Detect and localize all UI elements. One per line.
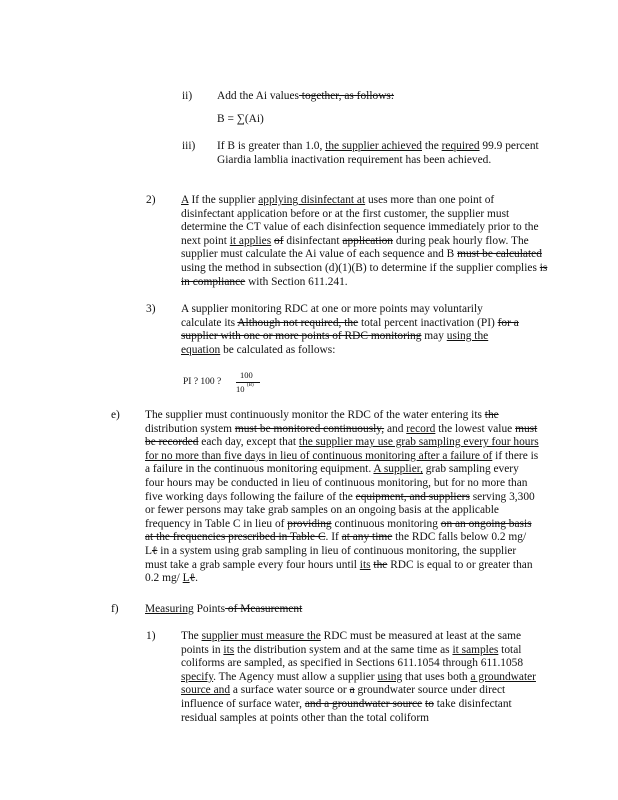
pi-equation-exponent: (B) <box>247 383 254 388</box>
item-label-ii: ii) <box>182 90 193 102</box>
item-2-text: A If the supplier applying disinfectant at uses more than one point of disinfectant application before or at the first customer, the supplier must determine the CT value of each disinfection sequence immediately prior to the next point it applies of disinfectant application during peak hourly flow. The supplier must calculate the Ai value of each sequence and B must be calculated using the method in subsection (d)(1)(B) to determine if the supplier complies is in compliance with Section 611.241. <box>181 194 548 288</box>
item-label-f: f) <box>111 603 119 615</box>
item-label-iii: iii) <box>182 140 196 152</box>
item-f1-text: The supplier must measure the RDC must be measured at least at the same points in its the distribution system and at the same time as it samples total coliforms are sampled, as specified in Sections 611.1054 through 611.1058 specify. The Agency must allow a supplier using that uses both a groundwater source and a surface water source or a groundwater source under direct influence of surface water, and a groundwater source to take disinfectant residual samples at points other than the total coliform <box>181 630 536 724</box>
pi-equation-left: PI ? 100 ? <box>183 377 222 387</box>
pi-equation-denominator: 10 <box>236 384 245 394</box>
item-label-e: e) <box>111 409 120 421</box>
item-label-f1: 1) <box>146 630 156 642</box>
pi-equation-numerator: 100 <box>240 370 253 380</box>
item-label-2: 2) <box>146 194 156 206</box>
item-e-text: The supplier must continuously monitor the RDC of the water entering its the distribution system must be monitored continuously, and record the lowest value must be recorded each day, except that the supplier may use grab sampling every four hours for no more than five days in lieu of continuous monitoring after a failure of if there is a failure in the continuous monitoring equipment. A supplier, grab sampling every four hours may be conducted in lieu of continuous monitoring, but for no more than five working days following the failure of the equipment, and suppliers serving 3,300 or fewer persons may take grab samples on an ongoing basis at the applicable frequency in Table C in lieu of providing continuous monitoring on an ongoing basis at the frequencies prescribed in Table C. If at any time the RDC falls below 0.2 mg/ Lℓ in a system using grab sampling in lieu of continuous monitoring, the supplier must take a grab sample every four hours until its the RDC is equal to or greater than 0.2 mg/ Lℓ. <box>145 409 539 585</box>
section-heading-measuring-points: Measuring Points of Measurement <box>145 603 303 615</box>
item-iii-text: If B is greater than 1.0, the supplier achieved the required 99.9 percent Giardia lamblia inactivation requirement has been achieved. <box>217 140 539 166</box>
item-3-text: A supplier monitoring RDC at one or more points may voluntarily calculate its Although not required, the total percent inactivation (PI) for a supplier with one or more points of RDC monitoring may using the equation be calculated as follows: <box>181 303 519 356</box>
item-label-3: 3) <box>146 303 156 315</box>
formula-b: B = ∑(Ai) <box>217 113 264 125</box>
item-ii-text: Add the Ai values together, as follows: <box>217 90 395 102</box>
